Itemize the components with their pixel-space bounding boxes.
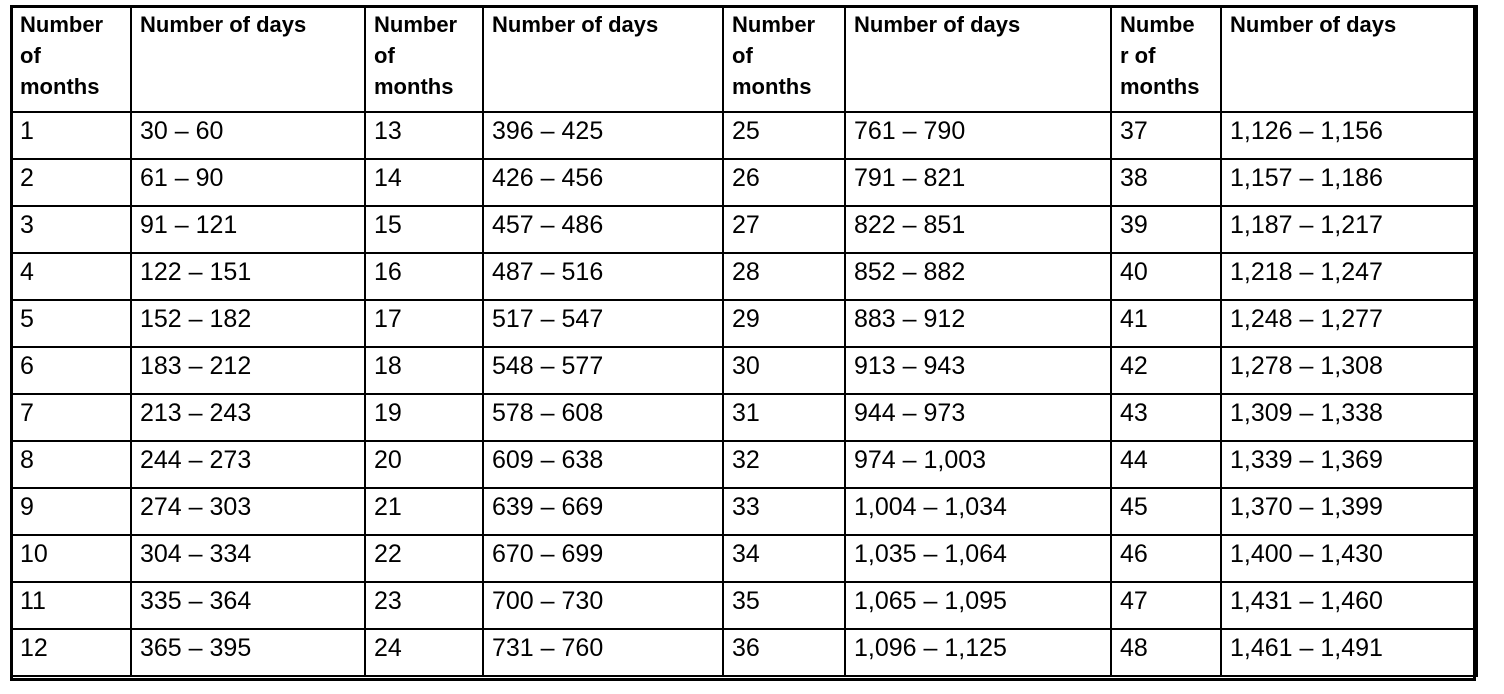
months-cell: 20	[365, 441, 483, 488]
header-number-of-months-2: Number of months	[365, 6, 483, 112]
months-cell: 35	[723, 582, 845, 629]
months-cell: 5	[11, 300, 131, 347]
months-cell: 29	[723, 300, 845, 347]
months-cell: 21	[365, 488, 483, 535]
months-cell: 2	[11, 159, 131, 206]
table-row	[11, 206, 1477, 253]
months-cell: 9	[11, 488, 131, 535]
days-cell: 304 – 334	[131, 535, 365, 582]
days-cell: 517 – 547	[483, 300, 723, 347]
months-cell: 47	[1111, 582, 1221, 629]
days-cell: 913 – 943	[845, 347, 1111, 394]
months-cell: 19	[365, 394, 483, 441]
days-cell: 1,370 – 1,399	[1221, 488, 1477, 535]
days-cell: 548 – 577	[483, 347, 723, 394]
months-cell: 38	[1111, 159, 1221, 206]
months-cell: 37	[1111, 112, 1221, 159]
months-cell: 14	[365, 159, 483, 206]
months-cell: 8	[11, 441, 131, 488]
days-cell: 30 – 60	[131, 112, 365, 159]
days-cell: 426 – 456	[483, 159, 723, 206]
days-cell: 1,035 – 1,064	[845, 535, 1111, 582]
days-cell: 1,461 – 1,491	[1221, 629, 1477, 676]
months-cell: 36	[723, 629, 845, 676]
table-row	[11, 488, 1477, 535]
days-cell: 1,400 – 1,430	[1221, 535, 1477, 582]
months-cell: 7	[11, 394, 131, 441]
months-cell: 18	[365, 347, 483, 394]
months-to-days-table	[10, 5, 1478, 677]
months-cell: 11	[11, 582, 131, 629]
months-cell: 23	[365, 582, 483, 629]
table-row	[11, 441, 1477, 488]
days-cell: 1,431 – 1,460	[1221, 582, 1477, 629]
days-cell: 365 – 395	[131, 629, 365, 676]
months-cell: 16	[365, 253, 483, 300]
months-cell: 13	[365, 112, 483, 159]
days-cell: 61 – 90	[131, 159, 365, 206]
days-cell: 396 – 425	[483, 112, 723, 159]
table-row	[11, 300, 1477, 347]
table-row	[11, 629, 1477, 676]
header-number-of-days-4: Number of days	[1221, 6, 1477, 112]
months-cell: 10	[11, 535, 131, 582]
months-cell: 40	[1111, 253, 1221, 300]
days-cell: 213 – 243	[131, 394, 365, 441]
days-cell: 91 – 121	[131, 206, 365, 253]
months-cell: 43	[1111, 394, 1221, 441]
table-row	[11, 582, 1477, 629]
table-row	[11, 535, 1477, 582]
months-cell: 45	[1111, 488, 1221, 535]
days-cell: 670 – 699	[483, 535, 723, 582]
months-cell: 33	[723, 488, 845, 535]
months-cell: 25	[723, 112, 845, 159]
days-cell: 335 – 364	[131, 582, 365, 629]
months-cell: 26	[723, 159, 845, 206]
table-row	[11, 159, 1477, 206]
months-cell: 6	[11, 347, 131, 394]
days-cell: 578 – 608	[483, 394, 723, 441]
months-cell: 46	[1111, 535, 1221, 582]
header-number-of-months-1: Number of months	[11, 6, 131, 112]
months-cell: 28	[723, 253, 845, 300]
months-cell: 24	[365, 629, 483, 676]
header-number-of-months-4: Numbe r of months	[1111, 6, 1221, 112]
days-cell: 1,278 – 1,308	[1221, 347, 1477, 394]
days-cell: 791 – 821	[845, 159, 1111, 206]
months-cell: 31	[723, 394, 845, 441]
months-cell: 34	[723, 535, 845, 582]
days-cell: 274 – 303	[131, 488, 365, 535]
days-cell: 883 – 912	[845, 300, 1111, 347]
days-cell: 1,157 – 1,186	[1221, 159, 1477, 206]
days-cell: 1,126 – 1,156	[1221, 112, 1477, 159]
months-cell: 4	[11, 253, 131, 300]
days-cell: 122 – 151	[131, 253, 365, 300]
days-cell: 487 – 516	[483, 253, 723, 300]
days-cell: 183 – 212	[131, 347, 365, 394]
days-cell: 457 – 486	[483, 206, 723, 253]
table-row	[11, 112, 1477, 159]
days-cell: 852 – 882	[845, 253, 1111, 300]
header-number-of-days-1: Number of days	[131, 6, 365, 112]
months-cell: 39	[1111, 206, 1221, 253]
days-cell: 731 – 760	[483, 629, 723, 676]
months-cell: 42	[1111, 347, 1221, 394]
months-cell: 1	[11, 112, 131, 159]
header-number-of-days-2: Number of days	[483, 6, 723, 112]
months-cell: 15	[365, 206, 483, 253]
days-cell: 152 – 182	[131, 300, 365, 347]
header-number-of-months-3: Number of months	[723, 6, 845, 112]
days-cell: 1,004 – 1,034	[845, 488, 1111, 535]
days-cell: 1,218 – 1,247	[1221, 253, 1477, 300]
days-cell: 609 – 638	[483, 441, 723, 488]
days-cell: 1,065 – 1,095	[845, 582, 1111, 629]
months-cell: 22	[365, 535, 483, 582]
months-cell: 12	[11, 629, 131, 676]
months-cell: 17	[365, 300, 483, 347]
days-cell: 1,187 – 1,217	[1221, 206, 1477, 253]
days-cell: 761 – 790	[845, 112, 1111, 159]
days-cell: 1,339 – 1,369	[1221, 441, 1477, 488]
months-cell: 30	[723, 347, 845, 394]
months-cell: 32	[723, 441, 845, 488]
days-cell: 700 – 730	[483, 582, 723, 629]
days-cell: 944 – 973	[845, 394, 1111, 441]
months-cell: 48	[1111, 629, 1221, 676]
days-cell: 639 – 669	[483, 488, 723, 535]
days-cell: 1,248 – 1,277	[1221, 300, 1477, 347]
months-cell: 3	[11, 206, 131, 253]
days-cell: 1,309 – 1,338	[1221, 394, 1477, 441]
days-cell: 244 – 273	[131, 441, 365, 488]
months-cell: 44	[1111, 441, 1221, 488]
table-row	[11, 394, 1477, 441]
days-cell: 822 – 851	[845, 206, 1111, 253]
days-cell: 1,096 – 1,125	[845, 629, 1111, 676]
months-cell: 41	[1111, 300, 1221, 347]
table-row	[11, 253, 1477, 300]
header-row	[11, 6, 1477, 112]
months-cell: 27	[723, 206, 845, 253]
header-number-of-days-3: Number of days	[845, 6, 1111, 112]
days-cell: 974 – 1,003	[845, 441, 1111, 488]
table-row	[11, 347, 1477, 394]
